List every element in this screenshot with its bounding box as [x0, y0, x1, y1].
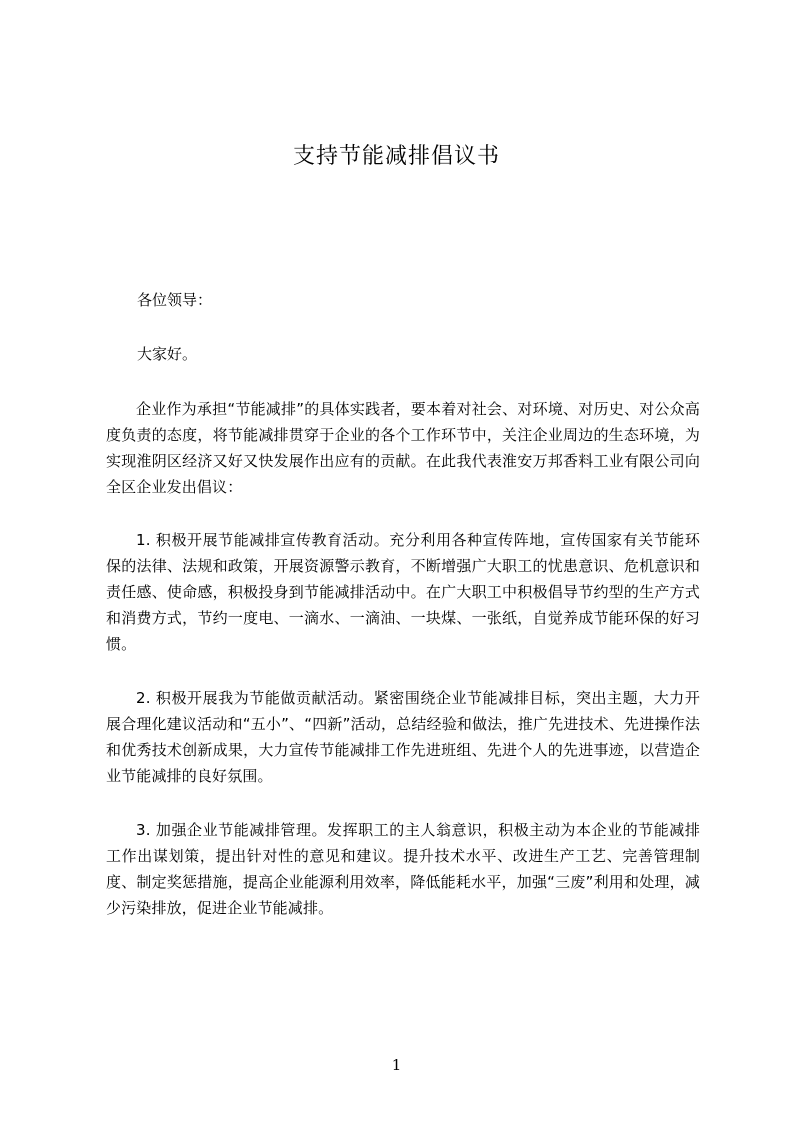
document-title: 支持节能减排倡议书 [292, 144, 500, 169]
proposal-item-1: 1. 积极开展节能减排宣传教育活动。充分利用各种宣传阵地，宣传国家有关节能环保的法律、法规和政策，开展资源警示教育，不断增强广大职工的忧患意识、危机意识和责任感、使命感，积极投身到节能减排活动中。在广大职工中积极倡导节约型的生产方式和消费方式，节约一度电、一滴水、一滴油、一块煤、一张纸，自觉养成节能环保的好习惯。 [106, 531, 700, 653]
proposal-item-2: 2. 积极开展我为节能做贡献活动。紧密围绕企业节能减排目标，突出主题，大力开展合理化建议活动和“五小”、“四新”活动，总结经验和做法，推广先进技术、先进操作法和优秀技术创新成果，大力宣传节能减排工作先进班组、先进个人的先进事迹，以营造企业节能减排的良好氛围。 [106, 689, 700, 785]
proposal-item-3: 3. 加强企业节能减排管理。发挥职工的主人翁意识，积极主动为本企业的节能减排工作出谋划策，提出针对性的意见和建议。提升技术水平、改进生产工艺、完善管理制度、制定奖惩措施，提高企业能源利用效率，降低能耗水平，加强“三废”利用和处理，减少污染排放，促进企业节能减排。 [106, 821, 700, 917]
salutation-hello: 大家好。 [137, 345, 198, 363]
page-number: 1 [391, 1056, 402, 1074]
intro-paragraph: 企业作为承担“节能减排”的具体实践者，要本着对社会、对环境、对历史、对公众高度负责的态度，将节能减排贯穿于企业的各个工作环节中，关注企业周边的生态环境，为实现淮阴区经济又好又快发展作出应有的贡献。在此我代表淮安万邦香料工业有限公司向全区企业发出倡议： [106, 400, 700, 496]
salutation-greeting: 各位领导： [137, 291, 213, 309]
